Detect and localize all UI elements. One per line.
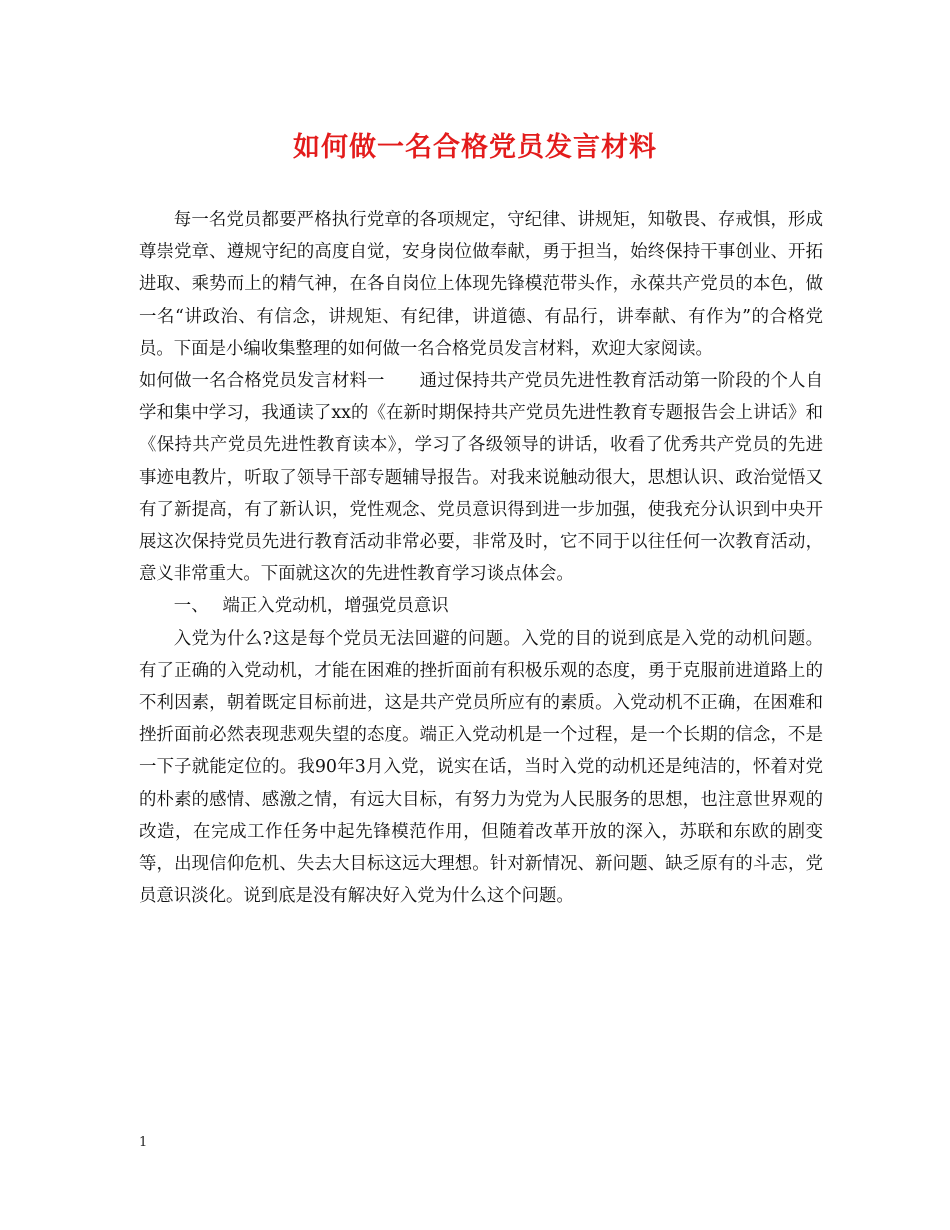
document-body — [139, 204, 823, 912]
page-number: 1 — [139, 1135, 148, 1150]
section-number: 一、 — [173, 596, 209, 617]
section-heading — [139, 590, 823, 622]
section-heading-text: 端正入党动机，增强党员意识 — [222, 596, 449, 617]
document-title: 如何做一名合格党员发言材料 — [293, 132, 657, 163]
intro-paragraph: 每一名党员都要严格执行党章的各项规定，守纪律、讲规矩，知敬畏、存戒惧，形成尊崇党章、遵规守纪的高度自觉，安身岗位做奉献，勇于担当，始终保持干事创业、开拓进取、乘势而上的精气神，在各自岗位上体现先锋模范带头作，永葆共产党员的本色，做一名“讲政治、有信念，讲规矩、有纪律，讲道德、有品行，讲奉献、有作为”的合格党员。下面是小编收集整理的如何做一名合格党员发言材料，欢迎大家阅读。 — [139, 210, 823, 359]
material-one-paragraph: 如何做一名合格党员发言材料一 通过保持共产党员先进性教育活动第一阶段的个人自学和集中学习，我通读了xx的《在新时期保持共产党员先进性教育专题报告会上讲话》和《保持共产党员先进性教育读本》，学习了各级领导的讲话，收看了优秀共产党员的先进事迹电教片，听取了领导干部专题辅导报告。对我来说触动很大，思想认识、政治觉悟又有了新提高，有了新认识，党性观念、党员意识得到进一步加强，使我充分认识到中央开展这次保持党员先进行教育活动非常必要，非常及时，它不同于以往任何一次教育活动，意义非常重大。下面就这次的先进性教育学习谈点体会。 — [139, 371, 823, 585]
section-one-paragraph: 入党为什么?这是每个党员无法回避的问题。入党的目的说到底是入党的动机问题。有了正确的入党动机，才能在困难的挫折面前有积极乐观的态度，勇于克服前进道路上的不利因素，朝着既定目标前进，这是共产党员所应有的素质。入党动机不正确，在困难和挫折面前必然表现悲观失望的态度。端正入党动机是一个过程，是一个长期的信念，不是一下子就能定位的。我90年3月入党，说实在话，当时入党的动机还是纯洁的，怀着对党的朴素的感情、感激之情，有远大目标，有努力为党为人民服务的思想，也注意世界观的改造，在完成工作任务中起先锋模范作用，但随着改革开放的深入，苏联和东欧的剧变等，出现信仰危机、失去大目标这远大理想。针对新情况、新问题、缺乏原有的斗志，党员意识淡化。说到底是没有解决好入党为什么这个问题。 — [139, 628, 823, 907]
